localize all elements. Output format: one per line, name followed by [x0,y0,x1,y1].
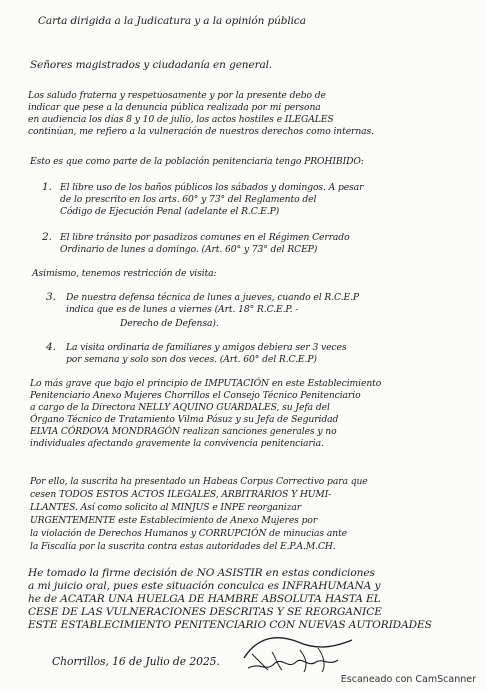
habeas-line: URGENTEMENTE este Establecimiento de Anexo Mujeres por [30,515,318,526]
item-number: 1. [42,181,52,193]
scanner-watermark: Escaneado con CamScanner [340,674,476,685]
restriction-intro: Asimismo, tenemos restricción de visita: [32,268,217,279]
letter-title: Carta dirigida a la Judicatura y a la opinión pública [38,15,306,27]
item-text: Código de Ejecución Penal (adelante el R.C.E.P) [60,206,280,217]
grave-line: individuales afectando gravemente la convivencia penitenciaria. [30,438,324,449]
decision-line: he de ACATAR UNA HUELGA DE HAMBRE ABSOLUTA HASTA EL [28,593,381,605]
grave-line: Penitenciario Anexo Mujeres Chorrillos el Consejo Técnico Penitenciario [30,390,361,401]
item-text: El libre tránsito por pasadizos comunes en el Régimen Cerrado [60,232,350,243]
habeas-line: LLANTES. Así como solicito al MINJUS e INPE reorganizar [30,502,301,513]
intro-line: en audiencia los días 8 y 10 de julio, los actos hostiles e ILEGALES [28,114,334,125]
item-number: 4. [46,341,56,353]
handwritten-signature [238,628,358,676]
intro-line: indicar que pese a la denuncia pública realizada por mi persona [28,102,321,113]
item-text: La visita ordinaria de familiares y amigos debiera ser 3 veces [66,342,347,353]
date-line: Chorrillos, 16 de Julio de 2025. [52,655,220,668]
item-text: por semana y solo son dos veces. (Art. 60° del R.C.E.P) [66,354,317,365]
habeas-line: Por ello, la suscrita ha presentado un Habeas Corpus Correctivo para que [30,476,368,487]
habeas-line: la Fiscalía por la suscrita contra estas autoridades del E.P.A.M.CH. [30,541,336,552]
decision-line: a mi juicio oral, pues este situación conculca es INFRAHUMANA y [28,580,381,592]
letter-salutation: Señores magistrados y ciudadanía en general. [30,59,273,71]
item-text: indica que es de lunes a viernes (Art. 18° R.C.E.P. - [66,304,299,315]
grave-line: Lo más grave que bajo el principio de IMPUTACIÓN en este Establecimiento [30,378,382,389]
decision-line: He tomado la firme decisión de NO ASISTIR en estas condiciones [28,567,375,579]
grave-line: ELVIA CÓRDOVA MONDRAGÓN realizan sanciones generales y no [30,426,337,437]
habeas-line: la violación de Derechos Humanos y CORRUPCIÓN de minucias ante [30,528,347,539]
item-number: 2. [42,231,52,243]
item-text: Ordinario de lunes a domingo. (Art. 60° y 73° del RCEP) [60,244,318,255]
habeas-line: cesen TODOS ESTOS ACTOS ILEGALES, ARBITRARIOS Y HUMI- [30,489,332,500]
grave-line: a cargo de la Directora NELLY AQUINO GUARDALES, su Jefa del [30,402,330,413]
item-number: 3. [46,291,56,303]
item-text: Derecho de Defensa). [120,318,219,329]
intro-line: continúan, me refiero a la vulneración de nuestros derechos como internas. [28,126,374,137]
grave-line: Órgano Técnico de Tratamiento Vilma Pásuz y su Jefa de Seguridad [30,414,339,425]
prohibited-intro: Esto es que como parte de la población penitenciaria tengo PROHIBIDO: [30,156,364,167]
decision-line: CESE DE LAS VULNERACIONES DESCRITAS Y SE REORGANICE [28,606,382,618]
decision-line: ESTE ESTABLECIMIENTO PENITENCIARIO CON NUEVAS AUTORIDADES [28,619,432,631]
intro-line: Los saludo fraterna y respetuosamente y por la presente debo de [28,90,326,101]
item-text: El libre uso de los baños públicos los sábados y domingos. A pesar [60,182,364,193]
item-text: De nuestra defensa técnica de lunes a jueves, cuando el R.C.E.P [66,292,359,303]
item-text: de lo prescrito en los arts. 60° y 73° del Reglamento del [60,194,317,205]
